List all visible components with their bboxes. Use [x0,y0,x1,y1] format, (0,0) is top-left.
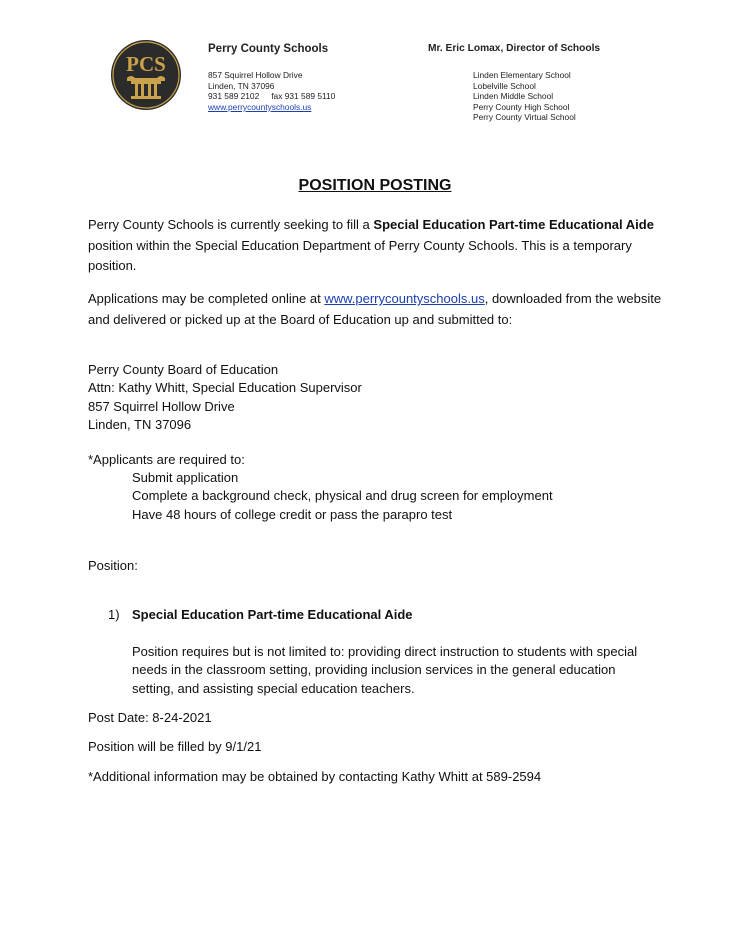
letterhead [0,0,750,140]
phone-fax-line [208,91,335,102]
position-label: Position: [88,558,138,573]
applications-paragraph: Applications may be completed online at www.perrycountyschools.us, downloaded from the website and delivered or picked up at the Board of Education up and submitted to: [88,291,662,327]
address-line-2: Attn: Kathy Whitt, Special Education Supervisor [88,380,362,396]
post-date: Post Date: 8-24-2021 [88,710,212,725]
position-number: 1) [108,607,120,622]
intro-paragraph: Perry County Schools is currently seeking to fill a Special Education Part-time Educational Aide position within the Special Education Department of Perry County Schools. This is a temporary position. [88,217,654,273]
page-title: POSITION POSTING [298,177,452,194]
school-item: Perry County Virtual School [473,112,576,123]
logo-text: PCS [126,52,166,76]
fax-number: fax 931 589 5110 [271,91,336,102]
school-item: Linden Elementary School [473,70,571,80]
school-list [473,70,576,123]
column-emblem-icon [111,40,181,110]
address-line: 857 Squirrel Hollow Drive [208,70,303,80]
requirements-intro: *Applicants are required to: [88,452,245,467]
requirement-item: Submit application [132,470,239,485]
position-item [108,607,413,622]
org-address [208,70,335,112]
applications-website-link[interactable]: www.perrycountyschools.us [324,291,485,306]
intro-position-name: Special Education Part-time Educational Aide [373,217,654,232]
director-name: Mr. Eric Lomax, Director of Schools [428,43,601,54]
requirements-list [132,469,553,524]
city-line: Linden, TN 37096 [208,80,275,91]
website-link[interactable]: www.perrycountyschools.us [208,101,312,112]
requirement-item: Complete a background check, physical and drug screen for employment [132,488,553,504]
address-line-4: Linden, TN 37096 [88,416,192,432]
additional-info: *Additional information may be obtained by contacting Kathy Whitt at 589-2594 [88,769,542,784]
org-name: Perry County Schools [208,43,329,55]
requirement-item: Have 48 hours of college credit or pass the parapro test [132,506,453,522]
phone-number: 931 589 2102 [208,91,260,102]
address-line-1: Perry County Board of Education [88,362,279,377]
fill-date: Position will be filled by 9/1/21 [88,739,262,754]
position-description: Position requires but is not limited to: providing direct instruction to students with special needs in the classroom setting, providing inclusion services in the general education setting, and assisting special education teachers. [132,644,638,696]
address-line-3: 857 Squirrel Hollow Drive [88,398,235,414]
school-item: Perry County High School [473,101,570,112]
pcs-logo [111,40,181,110]
mailing-address [88,361,362,434]
school-item: Linden Middle School [473,91,554,102]
school-item: Lobelville School [473,80,536,91]
position-name: Special Education Part-time Educational Aide [132,607,413,622]
